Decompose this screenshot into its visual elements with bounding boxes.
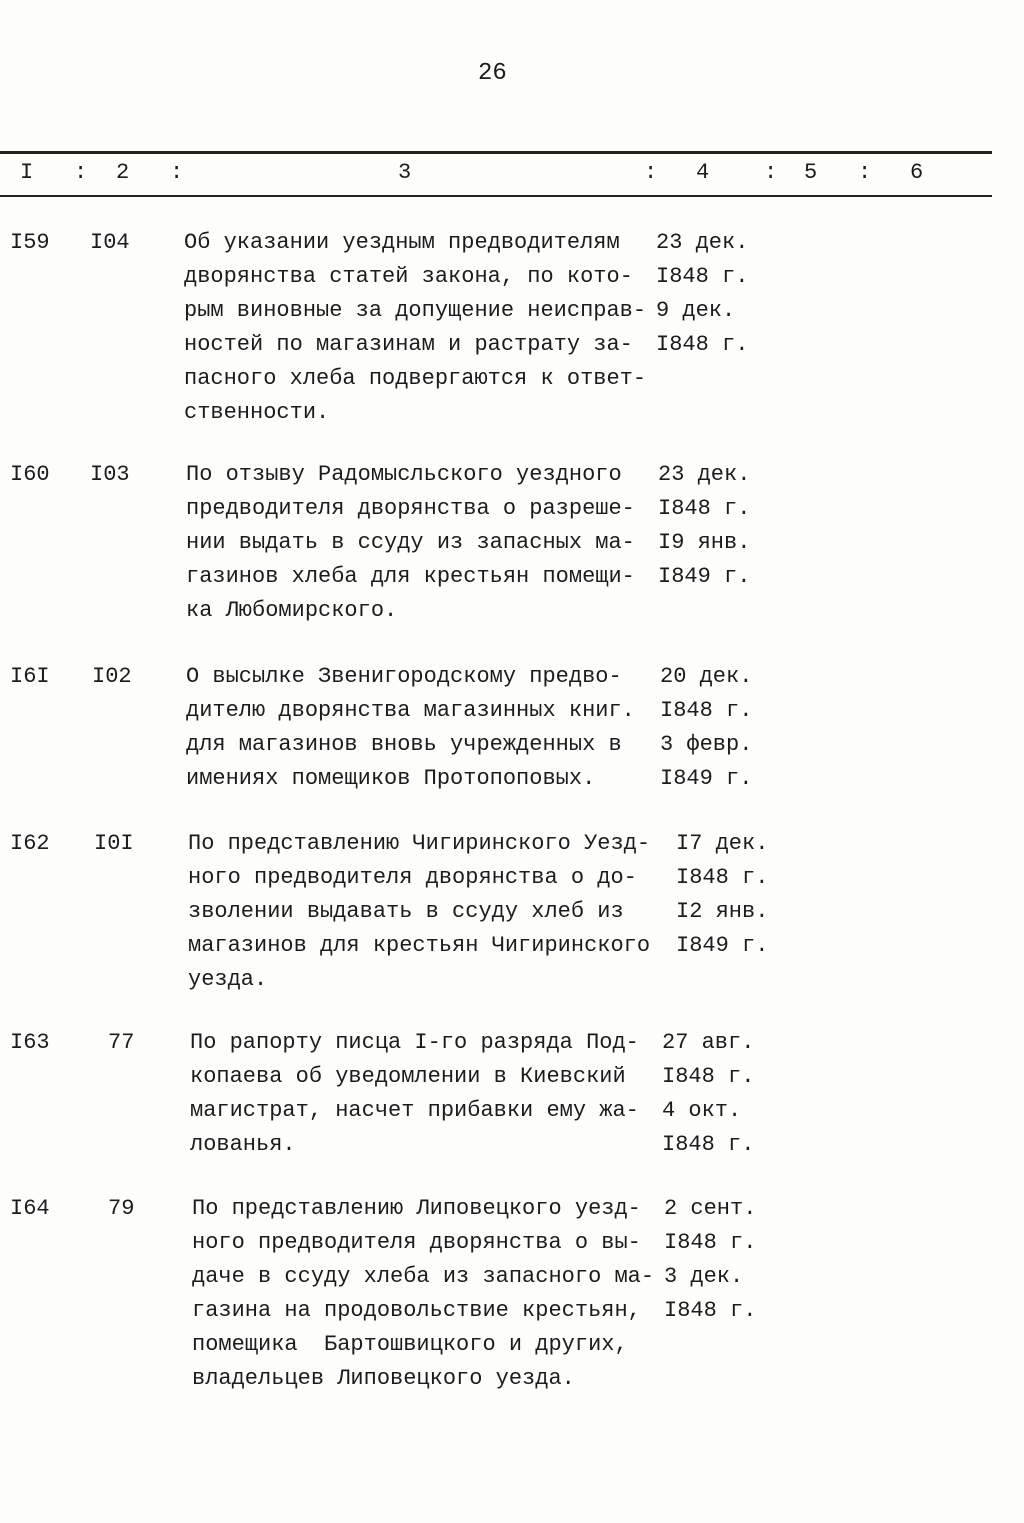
date-line: I849 г.: [660, 766, 753, 791]
description-line: магазинов для крестьян Чигиринского: [188, 933, 651, 958]
description-line: лованья.: [190, 1132, 296, 1157]
description-line: ного предводителя дворянства о до-: [188, 865, 637, 890]
date-line: I848 г.: [664, 1298, 757, 1323]
item-number: I6I: [10, 664, 50, 689]
original-number: I03: [90, 462, 130, 487]
date-line: I7 дек.: [676, 831, 769, 856]
date-line: 9 дек.: [656, 298, 736, 323]
item-number: I63: [10, 1030, 50, 1055]
date-line: I849 г.: [658, 564, 751, 589]
description-line: нии выдать в ссуду из запасных ма-: [186, 530, 635, 555]
description-line: магистрат, насчет прибавки ему жа-: [190, 1098, 639, 1123]
item-description: [190, 1026, 639, 1162]
item-number: I64: [10, 1196, 50, 1221]
description-line: По представлению Чигиринского Уезд-: [188, 831, 651, 856]
original-number: I02: [92, 664, 132, 689]
item-description: [192, 1192, 654, 1396]
description-line: По рапорту писца I-го разряда Под-: [190, 1030, 639, 1055]
item-description: [186, 458, 635, 628]
col-header-6: 6: [910, 160, 924, 185]
date-line: I848 г.: [664, 1230, 757, 1255]
description-line: дителю дворянства магазинных книг.: [186, 698, 635, 723]
date-line: 4 окт.: [662, 1098, 742, 1123]
original-number: 79: [108, 1196, 135, 1221]
date-line: I849 г.: [676, 933, 769, 958]
item-description: [184, 226, 646, 430]
description-line: Об указании уездным предводителям: [184, 230, 620, 255]
item-dates: [660, 660, 752, 796]
date-line: 23 дек.: [658, 462, 751, 487]
date-line: I848 г.: [660, 698, 753, 723]
header-top-rule: [0, 151, 992, 154]
description-line: ного предводителя дворянства о вы-: [192, 1230, 641, 1255]
date-line: 23 дек.: [656, 230, 749, 255]
col-header-3: 3: [398, 160, 412, 185]
separator: :: [74, 160, 88, 185]
date-line: 27 авг.: [662, 1030, 755, 1055]
description-line: рым виновные за допущение неисправ-: [184, 298, 647, 323]
item-dates: [658, 458, 750, 594]
date-line: I848 г.: [658, 496, 751, 521]
date-line: 3 февр.: [660, 732, 753, 757]
description-line: зволении выдавать в ссуду хлеб из: [188, 899, 624, 924]
description-line: даче в ссуду хлеба из запасного ма-: [192, 1264, 655, 1289]
description-line: помещика Бартошвицкого и других,: [192, 1332, 628, 1357]
description-line: газина на продовольствие крестьян,: [192, 1298, 641, 1323]
description-line: ностей по магазинам и растрату за-: [184, 332, 633, 357]
separator: :: [644, 160, 658, 185]
description-line: предводителя дворянства о разреше-: [186, 496, 635, 521]
page-number: 26: [478, 60, 507, 87]
date-line: I848 г.: [656, 332, 749, 357]
date-line: I2 янв.: [676, 899, 769, 924]
item-description: [188, 827, 650, 997]
item-dates: [662, 1026, 754, 1162]
col-header-1: I: [20, 160, 34, 185]
description-line: О высылке Звенигородскому предво-: [186, 664, 622, 689]
date-line: I848 г.: [662, 1132, 755, 1157]
description-line: для магазинов вновь учрежденных в: [186, 732, 622, 757]
header-bottom-rule: [0, 195, 992, 197]
description-line: имениях помещиков Протопоповых.: [186, 766, 596, 791]
date-line: I848 г.: [662, 1064, 755, 1089]
original-number: I04: [90, 230, 130, 255]
original-number: 77: [108, 1030, 135, 1055]
description-line: ственности.: [184, 400, 330, 425]
item-dates: [656, 226, 748, 362]
date-line: 2 сент.: [664, 1196, 757, 1221]
description-line: По отзыву Радомысльского уездного: [186, 462, 622, 487]
original-number: I0I: [94, 831, 134, 856]
col-header-5: 5: [804, 160, 818, 185]
item-dates: [676, 827, 768, 963]
date-line: I9 янв.: [658, 530, 751, 555]
item-number: I59: [10, 230, 50, 255]
description-line: уезда.: [188, 967, 268, 992]
date-line: 3 дек.: [664, 1264, 744, 1289]
description-line: копаева об уведомлении в Киевский: [190, 1064, 626, 1089]
description-line: пасного хлеба подвергаются к ответ-: [184, 366, 647, 391]
date-line: 20 дек.: [660, 664, 753, 689]
description-line: владельцев Липовецкого уезда.: [192, 1366, 575, 1391]
date-line: I848 г.: [676, 865, 769, 890]
separator: :: [764, 160, 778, 185]
item-number: I60: [10, 462, 50, 487]
separator: :: [170, 160, 184, 185]
date-line: I848 г.: [656, 264, 749, 289]
item-dates: [664, 1192, 756, 1328]
col-header-4: 4: [696, 160, 710, 185]
description-line: дворянства статей закона, по кото-: [184, 264, 633, 289]
col-header-2: 2: [116, 160, 130, 185]
item-description: [186, 660, 635, 796]
description-line: газинов хлеба для крестьян помещи-: [186, 564, 635, 589]
description-line: По представлению Липовецкого уезд-: [192, 1196, 641, 1221]
item-number: I62: [10, 831, 50, 856]
description-line: ка Любомирского.: [186, 598, 398, 623]
separator: :: [858, 160, 872, 185]
